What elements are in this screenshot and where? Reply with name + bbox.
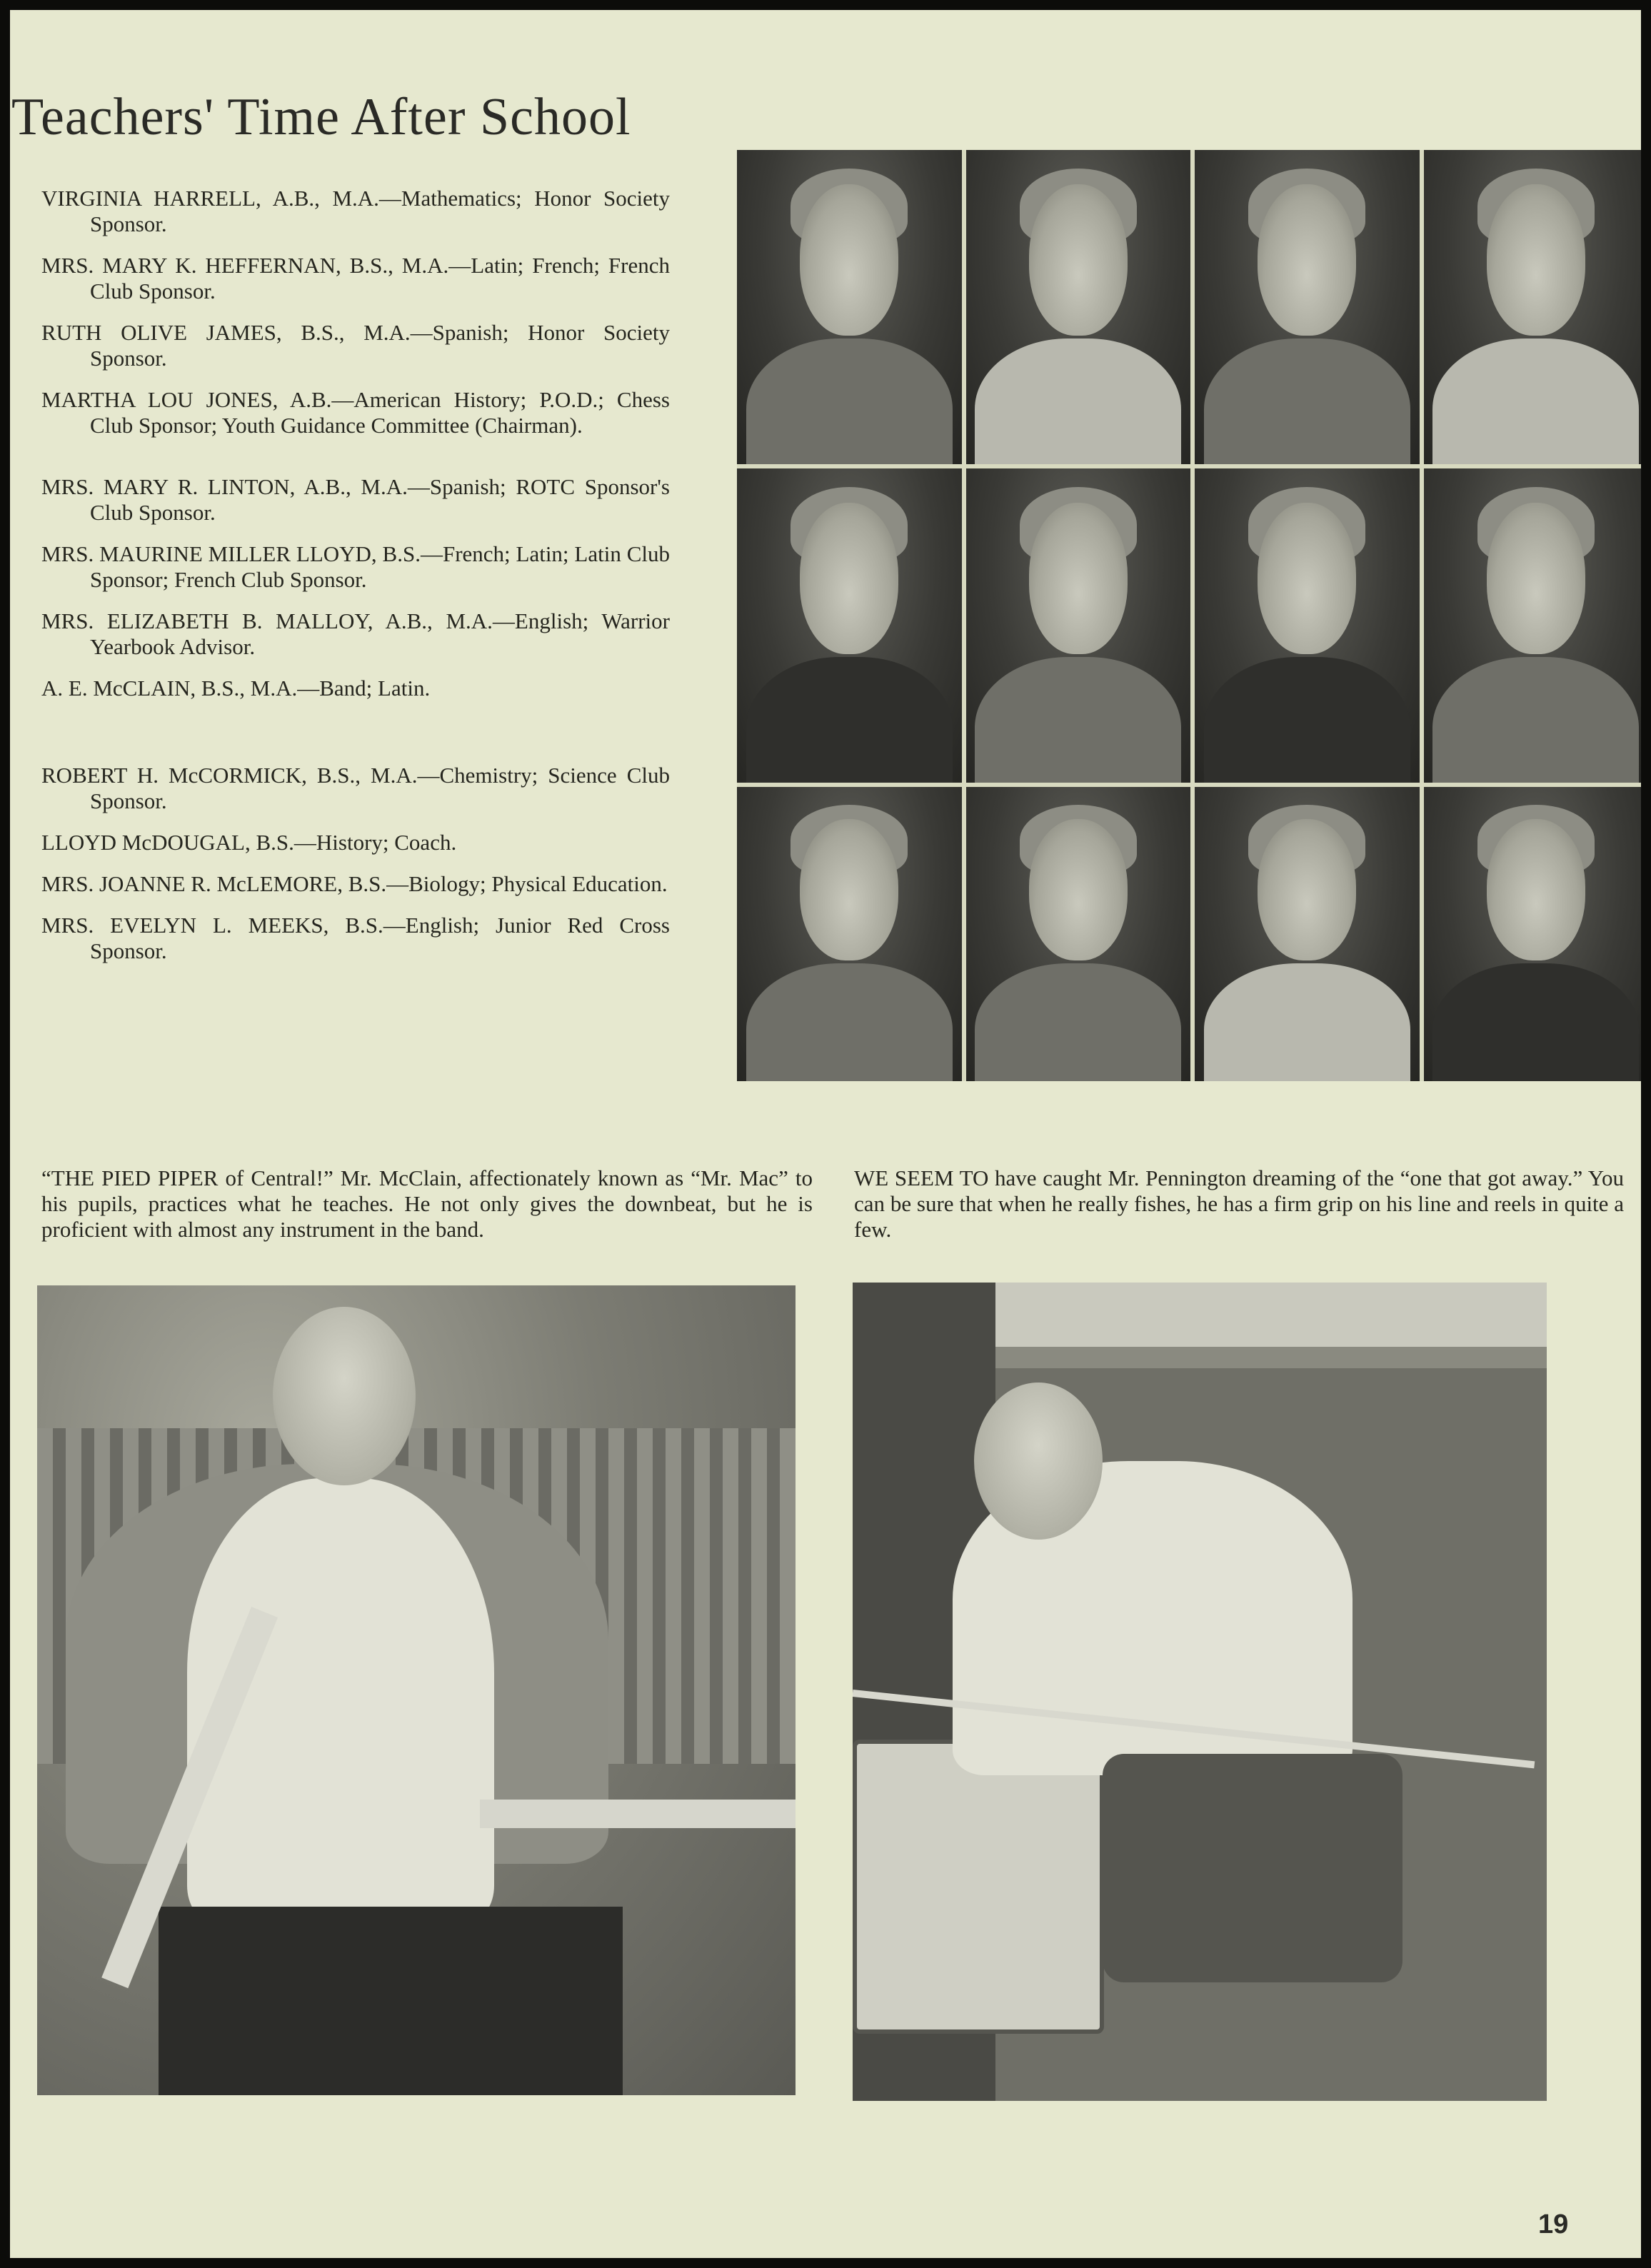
faculty-entry: MRS. EVELYN L. MEEKS, B.S.—English; Junior Red Cross Sponsor. [41, 913, 670, 963]
faculty-entry: MRS. MAURINE MILLER LLOYD, B.S.—French; Latin; Latin Club Sponsor; French Club Sponsor. [41, 541, 670, 592]
portrait-photo [1424, 787, 1642, 1081]
portrait-photo [1424, 468, 1642, 783]
page-title: Teachers' Time After School [11, 88, 631, 146]
faculty-entry: LLOYD McDOUGAL, B.S.—History; Coach. [41, 830, 457, 855]
portrait-photo [966, 468, 1191, 783]
faculty-entry: MRS. JOANNE R. McLEMORE, B.S.—Biology; Physical Education. [41, 871, 668, 896]
portrait-photo [1195, 787, 1420, 1081]
yearbook-page [10, 10, 1641, 2258]
faculty-entry: MRS. MARY K. HEFFERNAN, B.S., M.A.—Latin; French; French Club Sponsor. [41, 253, 670, 303]
portrait-photo [1195, 150, 1420, 464]
portrait-photo [966, 150, 1191, 464]
faculty-entry: ROBERT H. McCORMICK, B.S., M.A.—Chemistry; Science Club Sponsor. [41, 763, 670, 813]
portrait-photo [966, 787, 1191, 1081]
portrait-photo [737, 468, 962, 783]
portrait-photo [1195, 468, 1420, 783]
faculty-entry: MRS. MARY R. LINTON, A.B., M.A.—Spanish; ROTC Sponsor's Club Sponsor. [41, 474, 670, 525]
faculty-entry: A. E. McCLAIN, B.S., M.A.—Band; Latin. [41, 676, 431, 701]
faculty-entry: VIRGINIA HARRELL, A.B., M.A.—Mathematics; Honor Society Sponsor. [41, 186, 670, 236]
portrait-photo [737, 150, 962, 464]
faculty-portrait-grid [737, 150, 1641, 1081]
faculty-list [41, 186, 670, 980]
portrait-photo [737, 787, 962, 1081]
mcclain-caption: “THE PIED PIPER of Central!” Mr. McClain, affectionately known as “Mr. Mac” to his pupils, practices what he teaches. He not only gives the downbeat, but he is proficient with almost any instrument in the band. [41, 1165, 813, 1242]
faculty-entry: MARTHA LOU JONES, A.B.—American History; P.O.D.; Chess Club Sponsor; Youth Guidance Committee (Chairman). [41, 387, 670, 438]
faculty-entry: MRS. ELIZABETH B. MALLOY, A.B., M.A.—English; Warrior Yearbook Advisor. [41, 608, 670, 659]
mcclain-trumpet-photo [37, 1285, 796, 2095]
faculty-entry: RUTH OLIVE JAMES, B.S., M.A.—Spanish; Honor Society Sponsor. [41, 320, 670, 371]
page-number: 19 [1538, 2209, 1569, 2239]
pennington-fishing-photo [853, 1283, 1547, 2101]
pennington-caption: WE SEEM TO have caught Mr. Pennington dreaming of the “one that got away.” You can be sure that when he really fishes, he has a firm grip on his line and reels in quite a few. [854, 1165, 1624, 1242]
portrait-photo [1424, 150, 1642, 464]
